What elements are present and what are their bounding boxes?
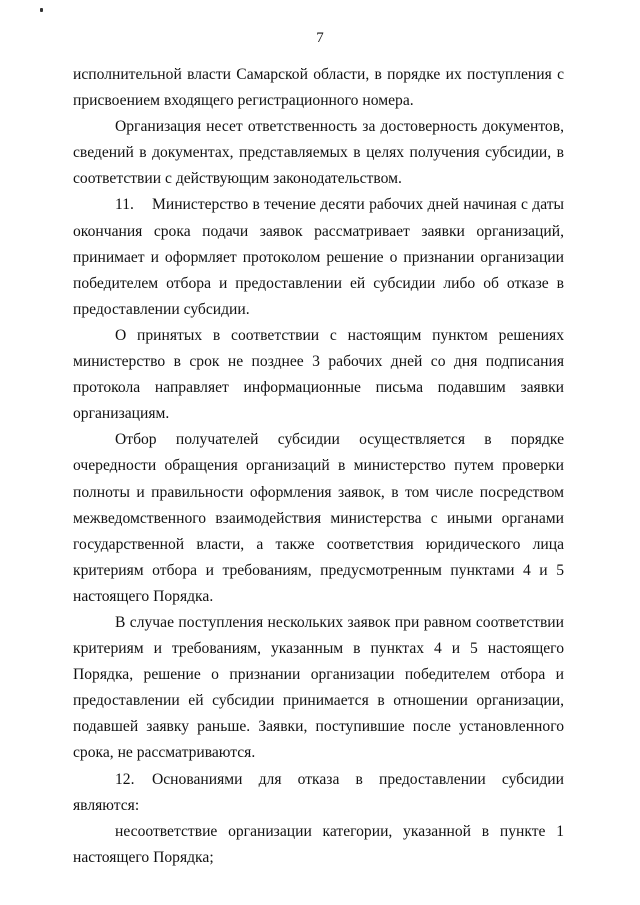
paragraph-item-11 — [73, 192, 564, 322]
item-number-12: 12. — [115, 770, 135, 788]
paragraph-mismatch: несоответствие организации категории, указанной в пункте 1 настоящего Порядка; — [73, 822, 564, 866]
paragraph-selection: Отбор получателей субсидии осуществляется в порядке очередности обращения организаций в министерство путем проверки полноты и правильности оформления заявок, в том числе посредством межведомственного взаимодействия министерства с иными органами государственной власти, а также соответствия юридического лица критериям отбора и требованиям, предусмотренным пунктами 4 и 5 настоящего Порядка. — [73, 431, 564, 605]
paragraph-multiple-applications: В случае поступления нескольких заявок при равном соответствии критериям и требованиям, указанным в пунктах 4 и 5 настоящего Порядка, решение о признании организации победителем отбора и предоставлении ей субсидии принимается в отношении организации, подавшей заявку раньше. Заявки, поступившие после установленного срока, не рассматриваются. — [73, 613, 564, 762]
item-number-11: 11. — [115, 196, 134, 214]
paragraph-continuation: исполнительной власти Самарской области, в порядке их поступления с присвоением входящего регистрационного номера. — [73, 66, 564, 110]
scan-speck — [40, 8, 43, 12]
page-number: 7 — [316, 30, 324, 46]
item-11-text: Министерство в течение десяти рабочих дней начиная с даты окончания срока подачи заявок рассматривает заявки организаций, принимает и оформляет протоколом решение о признании организации победителем отбора и предоставлении ей субсидии либо об отказе в предоставлении субсидии. — [73, 196, 564, 318]
item-12-text: Основаниями для отказа в предоставлении субсидии являются: — [73, 770, 564, 814]
paragraph-decisions: О принятых в соответствии с настоящим пунктом решениях министерство в срок не позднее 3 рабочих дней со дня подписания протокола направляет информационные письма подавшим заявки организациям. — [73, 326, 564, 423]
document-body — [73, 62, 564, 871]
paragraph-responsibility: Организация несет ответственность за достоверность документов, сведений в документах, представляемых в целях получения субсидии, в соответствии с действующим законодательством. — [73, 118, 564, 188]
paragraph-item-12 — [73, 767, 564, 819]
